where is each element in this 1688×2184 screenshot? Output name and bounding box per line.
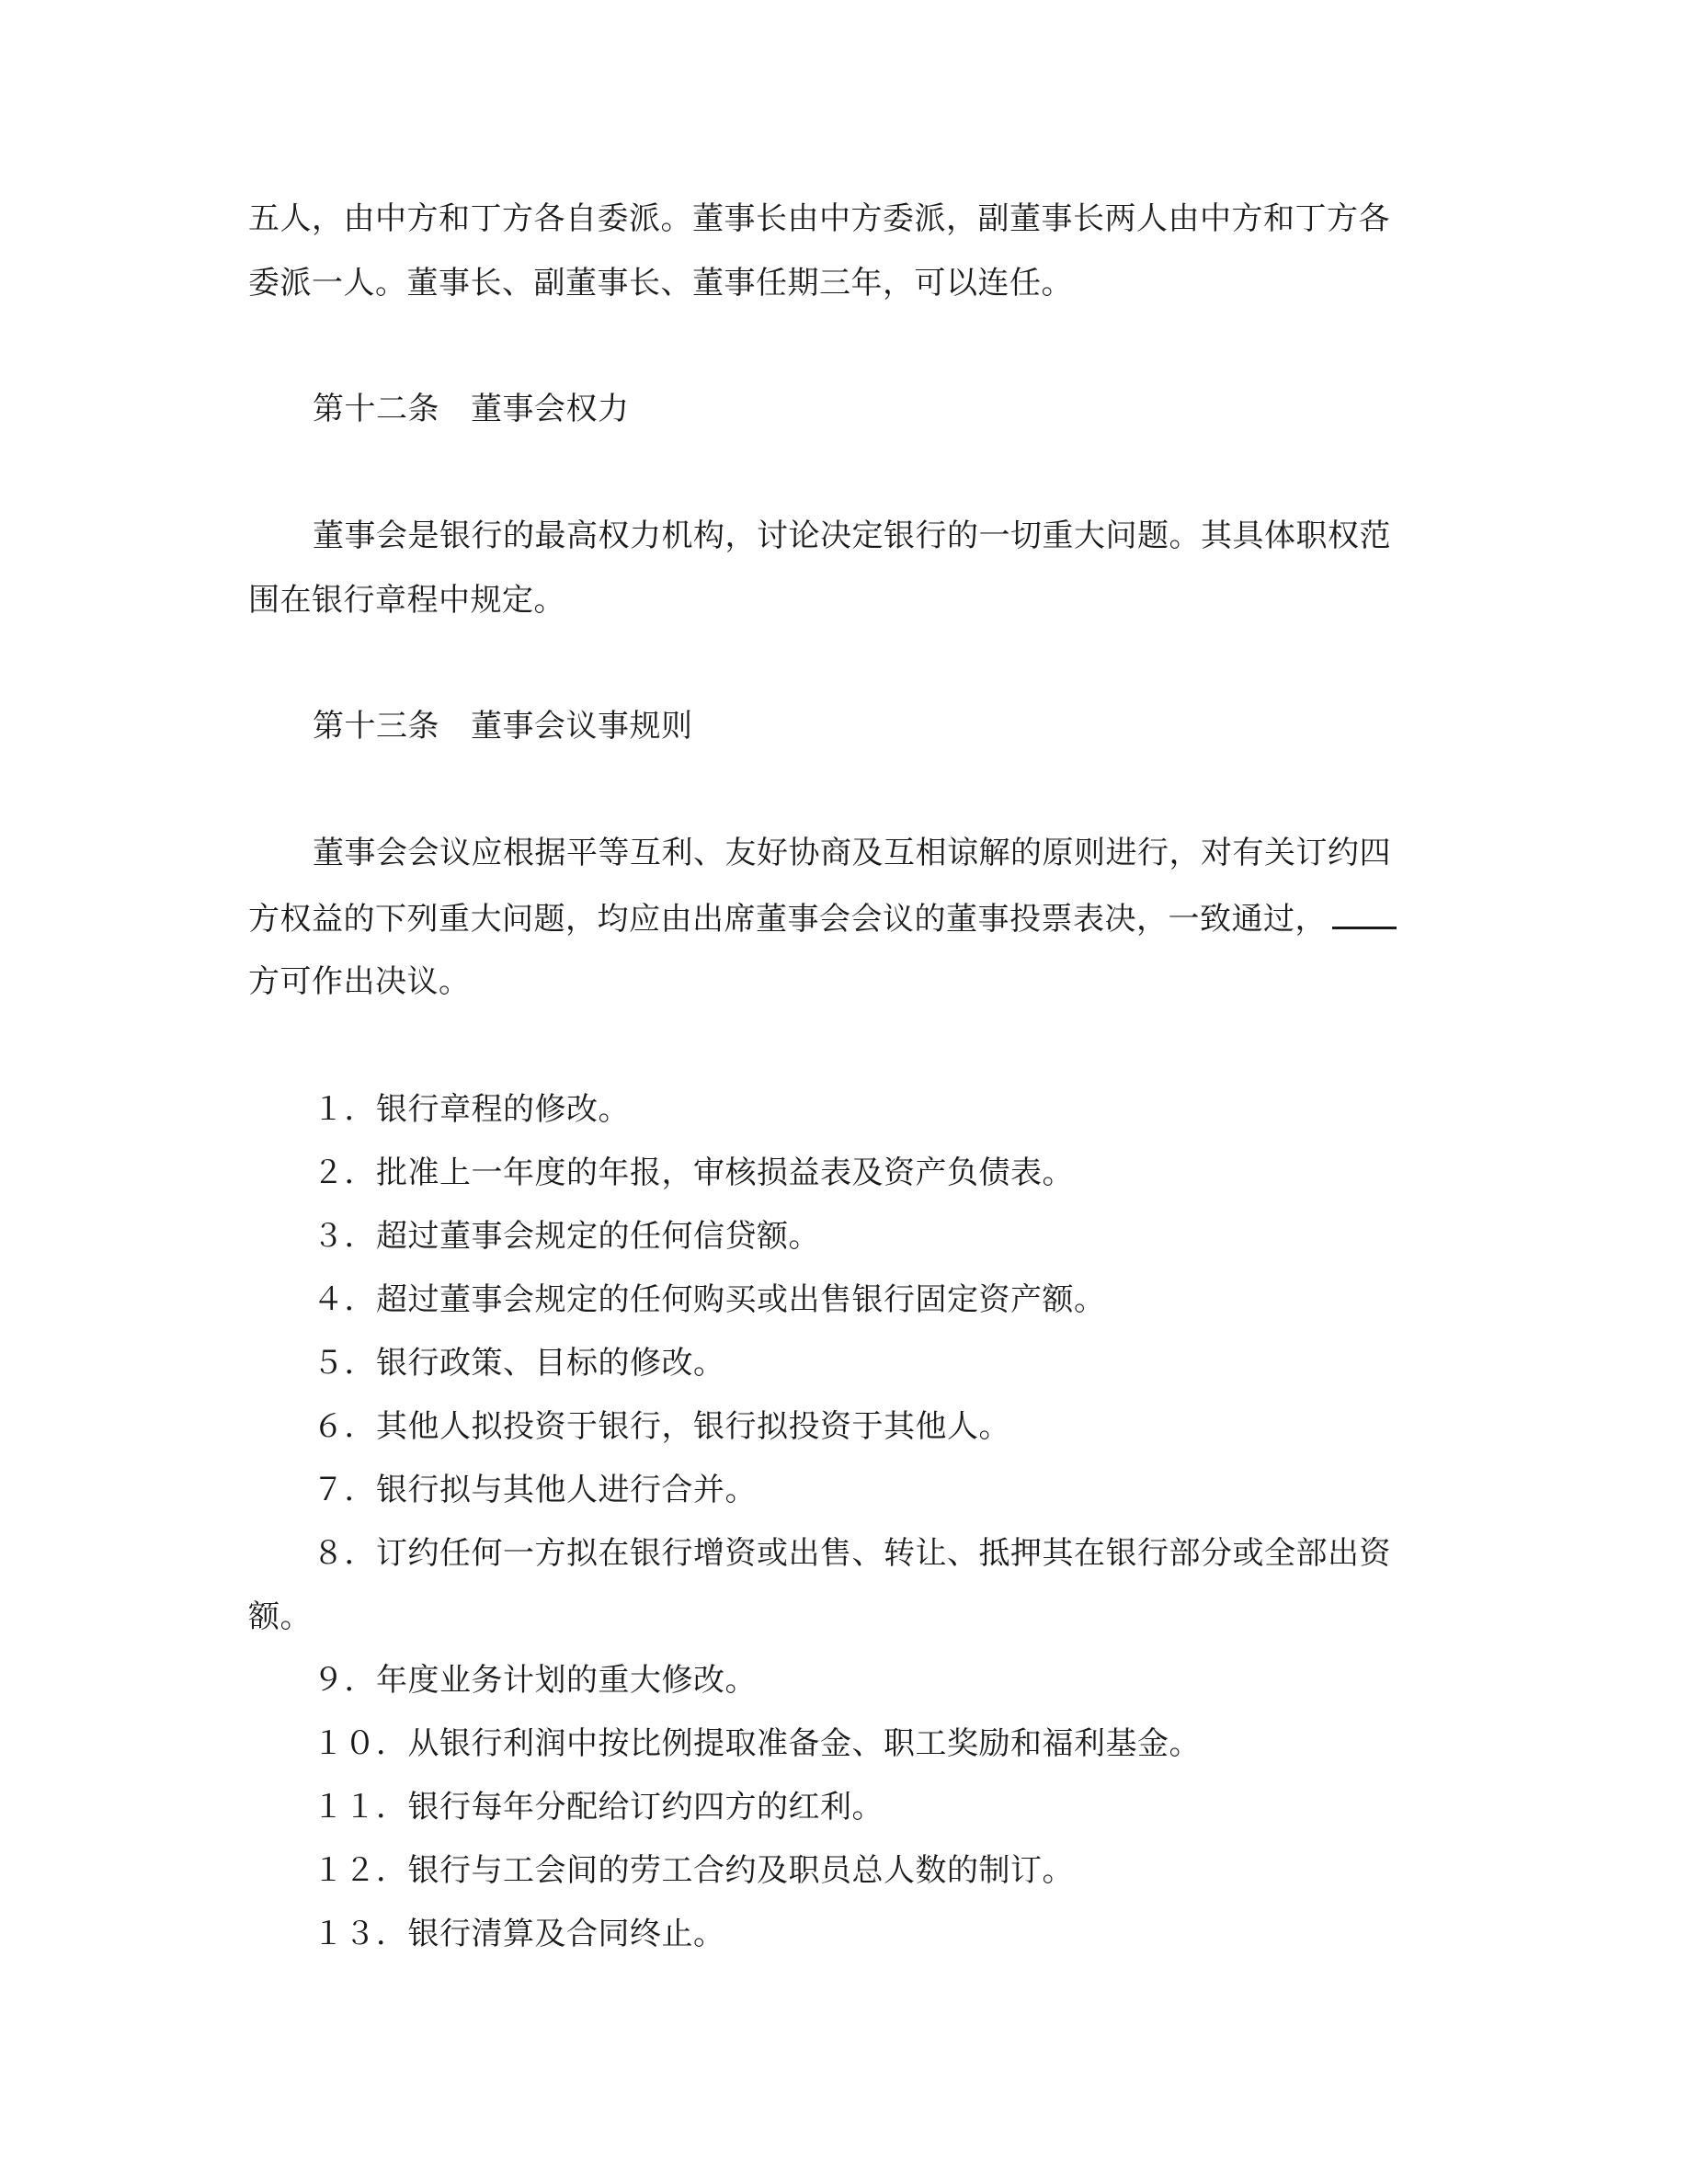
article-12-para-line-1: 董事会是银行的最高权力机构，讨论决定银行的一切重大问题。其具体职权范 bbox=[313, 518, 1391, 554]
intro-line-2: 委派一人。董事长、副董事长、董事任期三年，可以连任。 bbox=[248, 265, 1073, 301]
list-item: ７．银行拟与其他人进行合并。 bbox=[313, 1472, 757, 1508]
article-13-heading bbox=[313, 708, 693, 745]
article-13-para-line-2 bbox=[248, 899, 1397, 938]
article-13-para-line-3: 方可作出决议。 bbox=[248, 963, 471, 1000]
list-item: ３．超过董事会规定的任何信贷额。 bbox=[313, 1218, 820, 1255]
list-item: ６．其他人拟投资于银行，银行拟投资于其他人。 bbox=[313, 1408, 1010, 1445]
list-item: １３．银行清算及合同终止。 bbox=[313, 1916, 725, 1952]
article-13-number: 第十三条 bbox=[313, 708, 439, 745]
fill-in-blank bbox=[1332, 899, 1397, 929]
list-item: １１．银行每年分配给订约四方的红利。 bbox=[313, 1789, 884, 1826]
list-item: ９．年度业务计划的重大修改。 bbox=[313, 1662, 757, 1699]
article-12-number: 第十二条 bbox=[313, 391, 439, 427]
intro-line-1: 五人，由中方和丁方各自委派。董事长由中方委派，副董事长两人由中方和丁方各 bbox=[248, 200, 1390, 237]
list-item-continuation: 额。 bbox=[248, 1598, 312, 1635]
list-item: １２．银行与工会间的劳工合约及职员总人数的制订。 bbox=[313, 1852, 1074, 1889]
article-12-para-line-2: 围在银行章程中规定。 bbox=[248, 582, 565, 619]
list-item: １０．从银行利润中按比例提取准备金、职工奖励和福利基金。 bbox=[313, 1725, 1201, 1762]
article-12-title: 董事会权力 bbox=[471, 391, 630, 427]
article-13-para-line-2-text: 方权益的下列重大问题，均应由出席董事会会议的董事投票表决，一致通过， bbox=[248, 901, 1327, 938]
list-item: ４．超过董事会规定的任何购买或出售银行固定资产额。 bbox=[313, 1281, 1106, 1318]
list-item: ８．订约任何一方拟在银行增资或出售、转让、抵押其在银行部分或全部出资 bbox=[313, 1535, 1391, 1572]
article-13-title: 董事会议事规则 bbox=[471, 708, 693, 745]
list-item: ５．银行政策、目标的修改。 bbox=[313, 1345, 725, 1382]
list-item: １．银行章程的修改。 bbox=[313, 1091, 630, 1128]
article-12-heading bbox=[313, 391, 630, 427]
list-item: ２．批准上一年度的年报，审核损益表及资产负债表。 bbox=[313, 1155, 1074, 1191]
article-13-para-line-1: 董事会会议应根据平等互利、友好协商及互相谅解的原则进行，对有关订约四 bbox=[313, 835, 1391, 871]
